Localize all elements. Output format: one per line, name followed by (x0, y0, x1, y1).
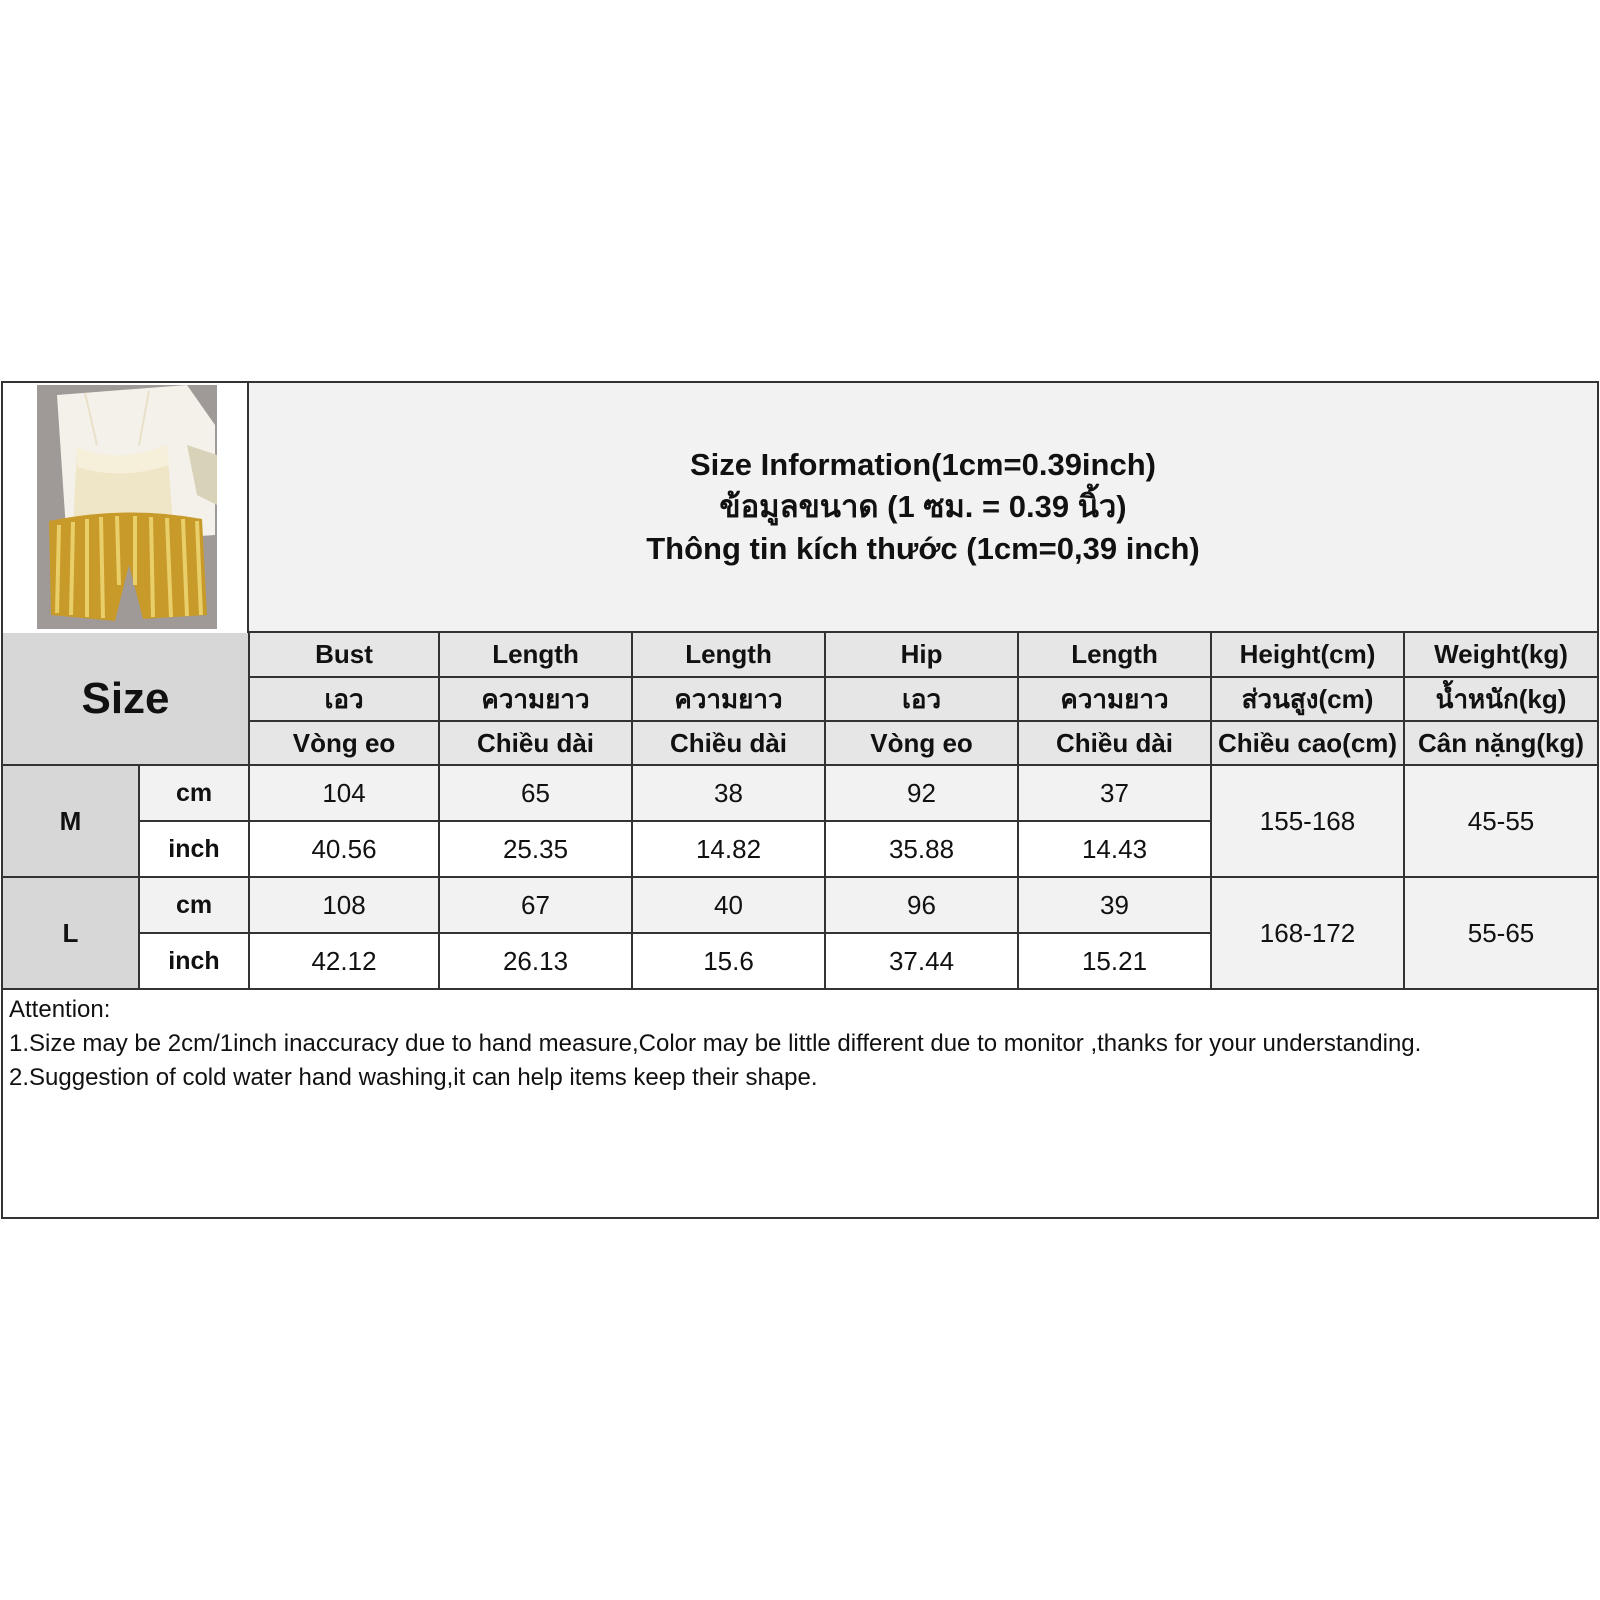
col-header-vi: Vòng eo (825, 721, 1018, 765)
unit-label: inch (139, 933, 249, 989)
table-cell: 40.56 (249, 821, 439, 877)
title-vietnamese: Thông tin kích thước (1cm=0,39 inch) (646, 531, 1200, 566)
size-table (3, 633, 1597, 990)
table-cell: 15.21 (1018, 933, 1211, 989)
table-cell: 42.12 (249, 933, 439, 989)
unit-label: inch (139, 821, 249, 877)
col-header-vi: Chiều dài (1018, 721, 1211, 765)
attention-note-2: 2.Suggestion of cold water hand washing,it can help items keep their shape. (9, 1064, 818, 1091)
table-row (3, 765, 1597, 821)
col-header-vi: Chiều cao(cm) (1211, 721, 1404, 765)
title-block (249, 383, 1597, 633)
col-header-en: Height(cm) (1211, 633, 1404, 677)
height-range: 155-168 (1211, 765, 1404, 877)
col-header-th: เอว (825, 677, 1018, 721)
title-thai: ข้อมูลขนาด (1 ซม. = 0.39 นิ้ว) (719, 489, 1127, 524)
product-thumbnail-cell (3, 383, 249, 633)
table-cell: 39 (1018, 877, 1211, 933)
col-header-vi: Chiều dài (439, 721, 632, 765)
size-chart-sheet (1, 381, 1599, 1219)
weight-range: 45-55 (1404, 765, 1597, 877)
size-header: Size (3, 633, 249, 765)
size-m-label: M (3, 765, 139, 877)
col-header-vi: Chiều dài (632, 721, 825, 765)
table-cell: 26.13 (439, 933, 632, 989)
table-cell: 37.44 (825, 933, 1018, 989)
header-row-english (3, 633, 1597, 677)
col-header-th: ความยาว (439, 677, 632, 721)
attention-notes (9, 993, 1421, 1095)
unit-label: cm (139, 765, 249, 821)
height-range: 168-172 (1211, 877, 1404, 989)
size-l-label: L (3, 877, 139, 989)
table-cell: 14.82 (632, 821, 825, 877)
table-cell: 25.35 (439, 821, 632, 877)
table-cell: 108 (249, 877, 439, 933)
table-cell: 104 (249, 765, 439, 821)
table-cell: 35.88 (825, 821, 1018, 877)
col-header-th: ความยาว (1018, 677, 1211, 721)
table-cell: 38 (632, 765, 825, 821)
table-cell: 67 (439, 877, 632, 933)
title-english: Size Information(1cm=0.39inch) (690, 447, 1156, 482)
col-header-vi: Cân nặng(kg) (1404, 721, 1597, 765)
col-header-en: Length (439, 633, 632, 677)
table-cell: 96 (825, 877, 1018, 933)
table-cell: 40 (632, 877, 825, 933)
unit-label: cm (139, 877, 249, 933)
col-header-th: เอว (249, 677, 439, 721)
product-photo (37, 385, 217, 629)
col-header-th: ส่วนสูง(cm) (1211, 677, 1404, 721)
col-header-th: ความยาว (632, 677, 825, 721)
col-header-en: Length (1018, 633, 1211, 677)
col-header-en: Bust (249, 633, 439, 677)
col-header-th: น้ำหนัก(kg) (1404, 677, 1597, 721)
col-header-en: Weight(kg) (1404, 633, 1597, 677)
col-header-en: Hip (825, 633, 1018, 677)
table-row (3, 877, 1597, 933)
attention-heading: Attention: (9, 996, 111, 1023)
table-cell: 65 (439, 765, 632, 821)
weight-range: 55-65 (1404, 877, 1597, 989)
table-cell: 92 (825, 765, 1018, 821)
col-header-vi: Vòng eo (249, 721, 439, 765)
col-header-en: Length (632, 633, 825, 677)
table-cell: 14.43 (1018, 821, 1211, 877)
attention-note-1: 1.Size may be 2cm/1inch inaccuracy due to hand measure,Color may be little different due to monitor ,thanks for your understanding. (9, 1030, 1422, 1057)
table-cell: 15.6 (632, 933, 825, 989)
table-cell: 37 (1018, 765, 1211, 821)
